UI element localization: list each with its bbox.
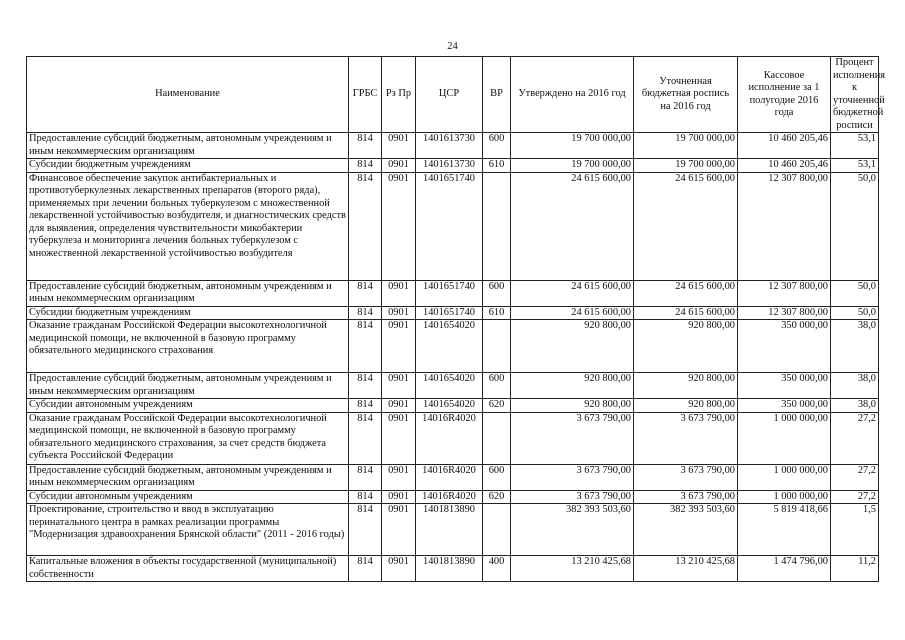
row-approved: 3 673 790,00 — [511, 464, 634, 490]
row-name: Проектирование, строительство и ввод в эксплуатацию перинатального центра в рамках реализации программы "Модернизация здравоохранения Брянской области" (2011 - 2016 годы) — [27, 504, 349, 556]
col-header-cash: Кассовое исполнение за 1 полугодие 2016 года — [738, 57, 831, 133]
row-approved: 382 393 503,60 — [511, 504, 634, 556]
row-approved: 920 800,00 — [511, 399, 634, 413]
row-cash: 350 000,00 — [738, 373, 831, 399]
row-revised: 382 393 503,60 — [634, 504, 738, 556]
table-row — [27, 504, 879, 556]
row-percent: 53,1 — [831, 133, 879, 159]
row-approved: 920 800,00 — [511, 373, 634, 399]
table-row — [27, 464, 879, 490]
row-percent: 50,0 — [831, 306, 879, 320]
row-percent: 27,2 — [831, 490, 879, 504]
row-revised: 3 673 790,00 — [634, 490, 738, 504]
row-grbs: 814 — [349, 490, 382, 504]
col-header-percent: Процент исполнения к уточненной бюджетной росписи — [831, 57, 879, 133]
row-csr: 14016R4020 — [416, 412, 483, 464]
row-name: Капитальные вложения в объекты государственной (муниципальной) собственности — [27, 556, 349, 582]
row-approved: 13 210 425,68 — [511, 556, 634, 582]
row-revised: 24 615 600,00 — [634, 306, 738, 320]
row-csr: 1401651740 — [416, 280, 483, 306]
row-grbs: 814 — [349, 399, 382, 413]
row-cash: 1 474 796,00 — [738, 556, 831, 582]
row-approved: 3 673 790,00 — [511, 490, 634, 504]
table-row — [27, 159, 879, 173]
row-vr: 610 — [483, 159, 511, 173]
row-cash: 1 000 000,00 — [738, 490, 831, 504]
row-revised: 13 210 425,68 — [634, 556, 738, 582]
row-vr: 610 — [483, 306, 511, 320]
row-csr: 1401651740 — [416, 172, 483, 280]
row-name: Субсидии бюджетным учреждениям — [27, 306, 349, 320]
row-percent: 50,0 — [831, 172, 879, 280]
row-revised: 19 700 000,00 — [634, 133, 738, 159]
row-percent: 38,0 — [831, 399, 879, 413]
row-rzpr: 0901 — [382, 412, 416, 464]
row-rzpr: 0901 — [382, 133, 416, 159]
row-name: Оказание гражданам Российской Федерации высокотехнологичной медицинской помощи, не включенной в базовую программу обязательного медицинского страхования — [27, 320, 349, 373]
row-grbs: 814 — [349, 133, 382, 159]
row-vr: 400 — [483, 556, 511, 582]
row-name: Предоставление субсидий бюджетным, автономным учреждениям и иным некоммерческим организациям — [27, 280, 349, 306]
col-header-grbs: ГРБС — [349, 57, 382, 133]
table-row — [27, 399, 879, 413]
table-row — [27, 280, 879, 306]
row-cash: 12 307 800,00 — [738, 172, 831, 280]
row-cash: 12 307 800,00 — [738, 306, 831, 320]
row-cash: 1 000 000,00 — [738, 412, 831, 464]
row-csr: 1401613730 — [416, 159, 483, 173]
row-csr: 1401813890 — [416, 504, 483, 556]
row-approved: 24 615 600,00 — [511, 280, 634, 306]
row-revised: 920 800,00 — [634, 320, 738, 373]
row-grbs: 814 — [349, 306, 382, 320]
row-rzpr: 0901 — [382, 373, 416, 399]
row-revised: 3 673 790,00 — [634, 464, 738, 490]
row-name: Предоставление субсидий бюджетным, автономным учреждениям и иным некоммерческим организациям — [27, 373, 349, 399]
row-csr: 1401813890 — [416, 556, 483, 582]
row-cash: 5 819 418,66 — [738, 504, 831, 556]
row-percent: 27,2 — [831, 464, 879, 490]
budget-table — [26, 56, 886, 582]
row-csr: 1401654020 — [416, 373, 483, 399]
table-header-row — [27, 57, 879, 133]
col-header-rzpr: Рз Пр — [382, 57, 416, 133]
row-percent: 38,0 — [831, 373, 879, 399]
row-percent: 50,0 — [831, 280, 879, 306]
row-grbs: 814 — [349, 280, 382, 306]
row-percent: 38,0 — [831, 320, 879, 373]
row-grbs: 814 — [349, 373, 382, 399]
row-vr — [483, 412, 511, 464]
row-rzpr: 0901 — [382, 280, 416, 306]
row-name: Оказание гражданам Российской Федерации высокотехнологичной медицинской помощи, не включенной в базовую программу обязательного медицинского страхования, за счет средств бюджета субъекта Российской Федерации — [27, 412, 349, 464]
row-cash: 12 307 800,00 — [738, 280, 831, 306]
row-percent: 53,1 — [831, 159, 879, 173]
row-percent: 27,2 — [831, 412, 879, 464]
row-name: Субсидии бюджетным учреждениям — [27, 159, 349, 173]
row-vr: 620 — [483, 399, 511, 413]
table-row — [27, 412, 879, 464]
row-vr — [483, 320, 511, 373]
row-approved: 3 673 790,00 — [511, 412, 634, 464]
page-number: 24 — [447, 41, 458, 52]
row-vr — [483, 504, 511, 556]
row-name: Предоставление субсидий бюджетным, автономным учреждениям и иным некоммерческим организациям — [27, 464, 349, 490]
row-revised: 3 673 790,00 — [634, 412, 738, 464]
row-grbs: 814 — [349, 504, 382, 556]
table-row — [27, 172, 879, 280]
row-csr: 1401613730 — [416, 133, 483, 159]
row-rzpr: 0901 — [382, 306, 416, 320]
row-rzpr: 0901 — [382, 556, 416, 582]
row-approved: 24 615 600,00 — [511, 172, 634, 280]
row-cash: 10 460 205,46 — [738, 159, 831, 173]
row-rzpr: 0901 — [382, 172, 416, 280]
row-approved: 24 615 600,00 — [511, 306, 634, 320]
row-rzpr: 0901 — [382, 320, 416, 373]
row-cash: 1 000 000,00 — [738, 464, 831, 490]
col-header-csr: ЦСР — [416, 57, 483, 133]
row-cash: 350 000,00 — [738, 320, 831, 373]
row-rzpr: 0901 — [382, 490, 416, 504]
row-csr: 14016R4020 — [416, 464, 483, 490]
row-rzpr: 0901 — [382, 159, 416, 173]
row-percent: 1,5 — [831, 504, 879, 556]
table-row — [27, 306, 879, 320]
row-grbs: 814 — [349, 320, 382, 373]
row-vr: 600 — [483, 280, 511, 306]
col-header-revised: Уточненная бюджетная роспись на 2016 год — [634, 57, 738, 133]
row-grbs: 814 — [349, 464, 382, 490]
row-revised: 920 800,00 — [634, 373, 738, 399]
row-cash: 10 460 205,46 — [738, 133, 831, 159]
row-rzpr: 0901 — [382, 399, 416, 413]
table-row — [27, 133, 879, 159]
row-name: Финансовое обеспечение закупок антибактериальных и противотуберкулезных лекарственных препаратов (второго ряда), применяемых при лечении больных туберкулезом с множественной лекарственной устойчивостью возбудителя, и диагностических средств для выявления, определения чувствительности микобактерии туберкулеза и мониторинга лечения больных туберкулезом с множественной лекарственной устойчивостью возбудителя — [27, 172, 349, 280]
row-grbs: 814 — [349, 172, 382, 280]
row-rzpr: 0901 — [382, 464, 416, 490]
row-vr: 600 — [483, 133, 511, 159]
row-vr: 620 — [483, 490, 511, 504]
row-cash: 350 000,00 — [738, 399, 831, 413]
row-revised: 24 615 600,00 — [634, 172, 738, 280]
row-percent: 11,2 — [831, 556, 879, 582]
table-row — [27, 556, 879, 582]
row-vr: 600 — [483, 464, 511, 490]
row-csr: 14016R4020 — [416, 490, 483, 504]
row-rzpr: 0901 — [382, 504, 416, 556]
col-header-name: Наименование — [27, 57, 349, 133]
col-header-approved: Утверждено на 2016 год — [511, 57, 634, 133]
row-csr: 1401654020 — [416, 399, 483, 413]
table-row — [27, 490, 879, 504]
row-grbs: 814 — [349, 412, 382, 464]
row-vr: 600 — [483, 373, 511, 399]
row-csr: 1401654020 — [416, 320, 483, 373]
row-name: Субсидии автономным учреждениям — [27, 490, 349, 504]
row-name: Предоставление субсидий бюджетным, автономным учреждениям и иным некоммерческим организациям — [27, 133, 349, 159]
col-header-vr: ВР — [483, 57, 511, 133]
row-revised: 920 800,00 — [634, 399, 738, 413]
table-row — [27, 320, 879, 373]
row-revised: 24 615 600,00 — [634, 280, 738, 306]
row-approved: 19 700 000,00 — [511, 159, 634, 173]
table-row — [27, 373, 879, 399]
row-approved: 19 700 000,00 — [511, 133, 634, 159]
row-revised: 19 700 000,00 — [634, 159, 738, 173]
row-name: Субсидии автономным учреждениям — [27, 399, 349, 413]
row-vr — [483, 172, 511, 280]
row-csr: 1401651740 — [416, 306, 483, 320]
row-grbs: 814 — [349, 159, 382, 173]
row-approved: 920 800,00 — [511, 320, 634, 373]
row-grbs: 814 — [349, 556, 382, 582]
